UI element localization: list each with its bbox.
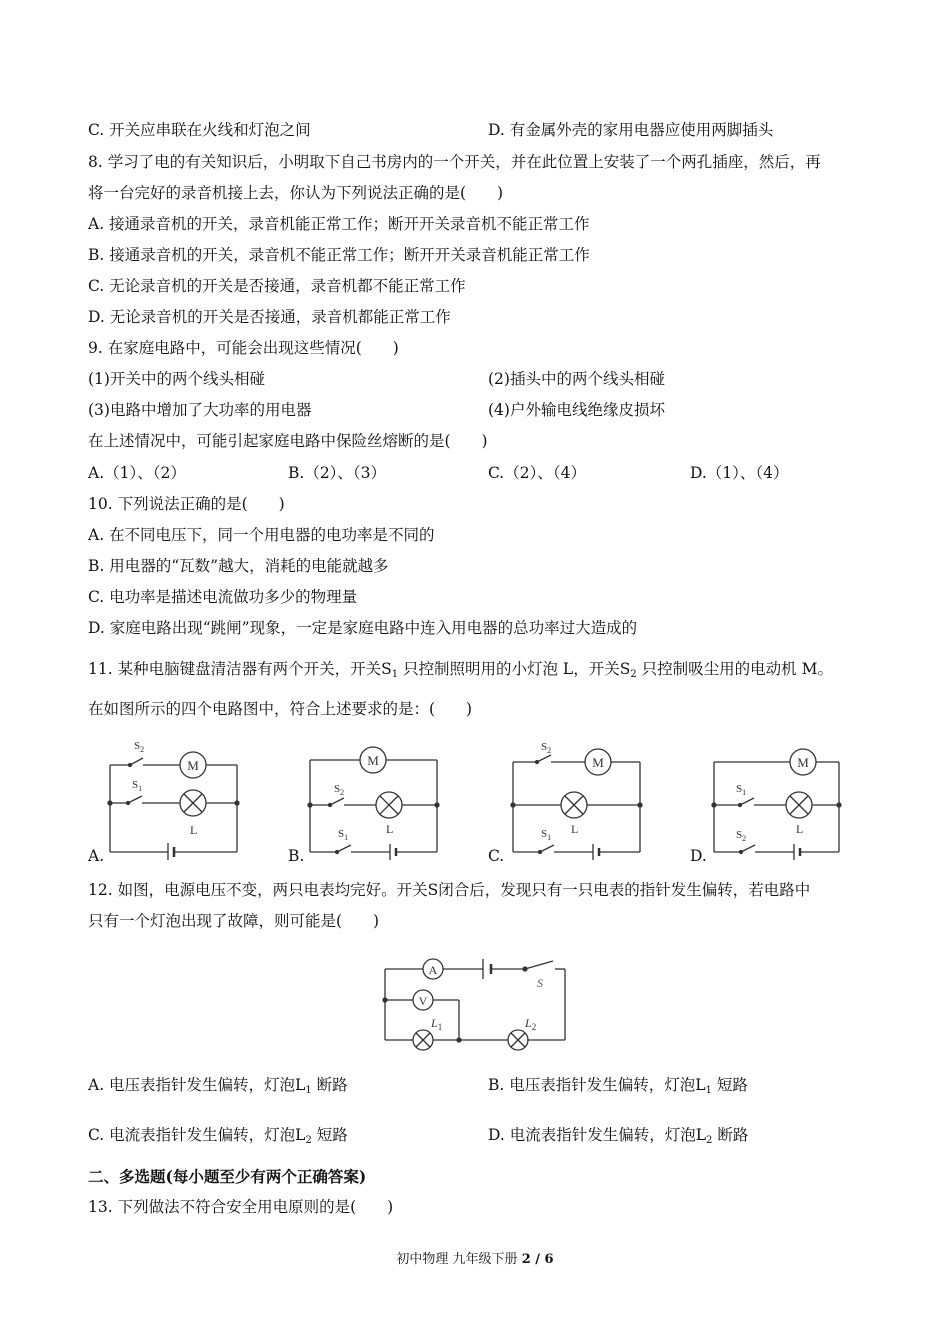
q12-circuit bbox=[375, 955, 575, 1055]
q9-option-d: D.（1）、（4） bbox=[690, 464, 789, 482]
q9-case-4: (4)户外输电线绝缘皮损坏 bbox=[488, 401, 665, 419]
q9-case-3: (3)电路中增加了大功率的用电器 bbox=[88, 401, 312, 419]
q11-circuit-a bbox=[100, 735, 245, 860]
svg-text:A: A bbox=[428, 963, 438, 977]
q12-option-d: D. 电流表指针发生偏转，灯泡$L_2$ 断路 bbox=[488, 1126, 749, 1146]
svg-text:L: L bbox=[386, 822, 394, 836]
q12-stem-line2: 只有一个灯泡出现了故障，则可能是( ) bbox=[88, 912, 380, 930]
svg-text:M: M bbox=[797, 755, 809, 770]
q11-stem-line1: 11. 某种电脑键盘清洁器有两个开关，开关$S_1$ 只控制照明用的小灯泡 L，开关$S_2$ 只控制吸尘用的电动机 M。 bbox=[88, 660, 833, 680]
q12-option-c: C. 电流表指针发生偏转，灯泡$L_2$ 短路 bbox=[88, 1126, 348, 1146]
svg-text:S2: $S_2$ bbox=[541, 741, 552, 755]
page-number: 2 / 6 bbox=[521, 1252, 554, 1267]
q8-option-b: B. 接通录音机的开关，录音机不能正常工作；断开开关录音机能正常工作 bbox=[88, 246, 590, 264]
svg-text:M: M bbox=[367, 753, 379, 768]
q10-option-d: D. 家庭电路出现“跳闸”现象，一定是家庭电路中连入用电器的总功率过大造成的 bbox=[88, 619, 638, 637]
q12-stem-line1: 12. 如图，电源电压不变，两只电表均完好。开关S闭合后，发现只有一只电表的指针发生偏转，若电路中 bbox=[88, 881, 811, 899]
q10-option-b: B. 用电器的“瓦数”越大，消耗的电能就越多 bbox=[88, 557, 389, 575]
q13-stem: 13. 下列做法不符合安全用电原则的是( ) bbox=[88, 1198, 394, 1216]
q9-option-b: B.（2）、（3） bbox=[288, 464, 387, 482]
q9-case-2: (2)插头中的两个线头相碰 bbox=[488, 370, 665, 388]
q12-option-b: B. 电压表指针发生偏转，灯泡$L_1$ 短路 bbox=[488, 1076, 748, 1096]
q8-option-c: C. 无论录音机的开关是否接通，录音机都不能正常工作 bbox=[88, 277, 466, 295]
q7-option-d: D. 有金属外壳的家用电器应使用两脚插头 bbox=[488, 121, 774, 139]
svg-text:L: L bbox=[796, 822, 804, 836]
q11-circuit-d bbox=[706, 740, 851, 860]
svg-text:S1: $S_1$ bbox=[736, 783, 747, 797]
svg-text:M: M bbox=[187, 758, 199, 773]
q8-option-a: A. 接通录音机的开关，录音机能正常工作；断开开关录音机不能正常工作 bbox=[88, 215, 590, 233]
q11-stem-line2: 在如图所示的四个电路图中，符合上述要求的是：( ) bbox=[88, 700, 473, 718]
q11-label-a: A. bbox=[88, 847, 105, 865]
q10-stem: 10. 下列说法正确的是( ) bbox=[88, 495, 285, 513]
q8-option-d: D. 无论录音机的开关是否接通，录音机都能正常工作 bbox=[88, 308, 451, 326]
q9-case-1: (1)开关中的两个线头相碰 bbox=[88, 370, 265, 388]
q9-option-a: A.（1）、（2） bbox=[88, 464, 186, 482]
q8-stem-line1: 8. 学习了电的有关知识后，小明取下自己书房内的一个开关，并在此位置上安装了一个两孔插座，然后，再 bbox=[88, 153, 821, 171]
svg-text:L: L bbox=[190, 823, 198, 837]
q8-stem-line2: 将一台完好的录音机接上去，你认为下列说法正确的是( ) bbox=[88, 184, 504, 202]
svg-text:V: V bbox=[418, 994, 428, 1008]
q10-option-a: A. 在不同电压下，同一个用电器的电功率是不同的 bbox=[88, 526, 435, 544]
q11-label-d: D. bbox=[690, 847, 707, 865]
page-footer bbox=[0, 1248, 950, 1267]
svg-text:S2: $S_2$ bbox=[134, 740, 145, 754]
q7-option-c: C. 开关应串联在火线和灯泡之间 bbox=[88, 121, 311, 139]
svg-text:M: M bbox=[592, 755, 604, 770]
section-heading: 二、多选题(每小题至少有两个正确答案) bbox=[88, 1167, 367, 1186]
q9-question: 在上述情况中，可能引起家庭电路中保险丝熔断的是( ) bbox=[88, 432, 488, 450]
svg-text:S1: $S_1$ bbox=[541, 828, 552, 842]
svg-text:L2: $L_2$ bbox=[525, 1016, 537, 1032]
svg-text:L: L bbox=[571, 822, 579, 836]
svg-text:L1: $L_1$ bbox=[431, 1016, 443, 1032]
svg-text:S1: $S_1$ bbox=[338, 828, 349, 842]
svg-text:S2: $S_2$ bbox=[736, 829, 747, 843]
q10-option-c: C. 电功率是描述电流做功多少的物理量 bbox=[88, 588, 358, 606]
svg-text:S2: $S_2$ bbox=[334, 783, 345, 797]
footer-text: 初中物理 九年级下册 bbox=[396, 1252, 522, 1267]
q11-circuit-c bbox=[505, 740, 650, 860]
q11-label-b: B. bbox=[288, 847, 305, 865]
svg-text:S1: $S_1$ bbox=[132, 779, 143, 793]
q11-label-c: C. bbox=[488, 847, 505, 865]
q12-option-a: A. 电压表指针发生偏转，灯泡$L_1$ 断路 bbox=[88, 1076, 348, 1096]
q9-stem: 9. 在家庭电路中，可能会出现这些情况( ) bbox=[88, 339, 399, 357]
q11-circuit-b bbox=[302, 740, 447, 860]
svg-text:S: S bbox=[537, 976, 543, 990]
q9-option-c: C.（2）、（4） bbox=[488, 464, 586, 482]
